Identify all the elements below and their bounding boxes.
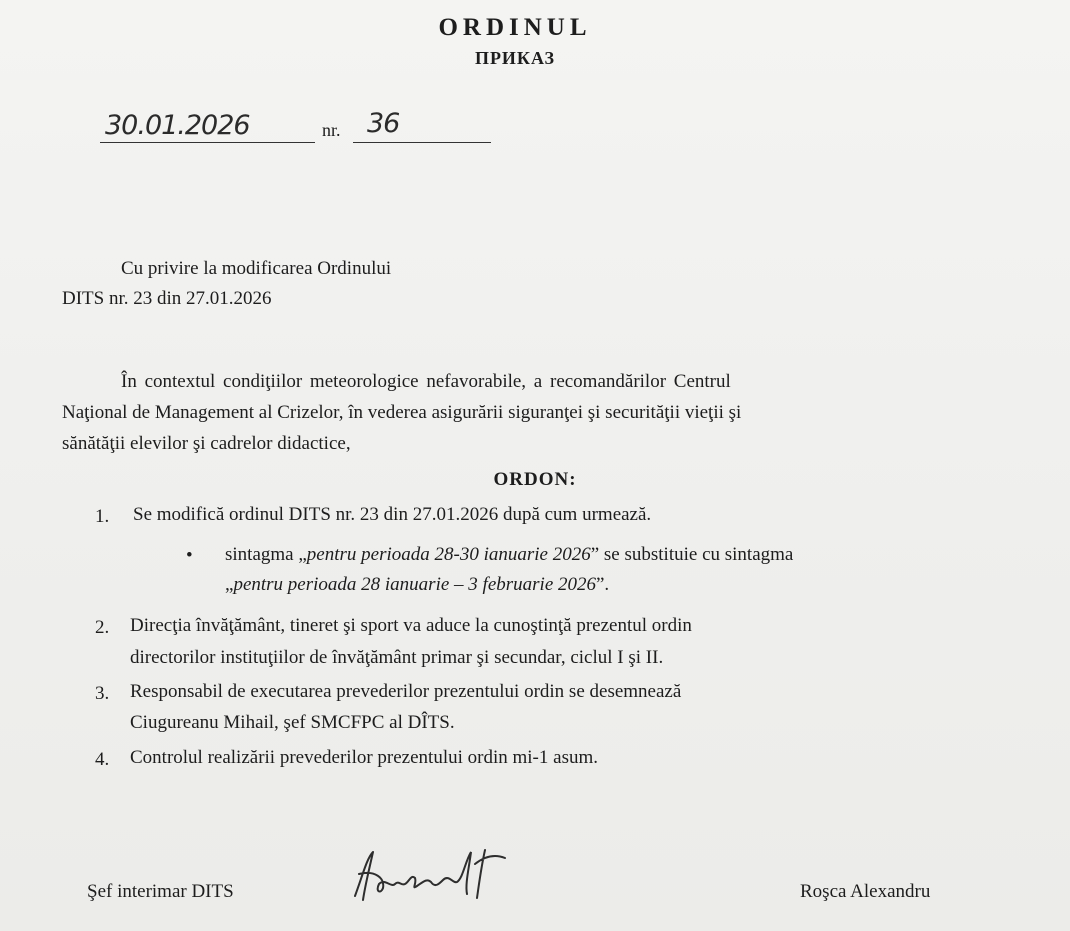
preamble-line-2: Naţional de Management al Crizelor, în vederea asigurării siguranţei şi securităţii vieţii şi [62,402,742,423]
signatory-name: Roşca Alexandru [800,881,931,902]
old-phrase: pentru perioada 28-30 ianuarie 2026 [306,544,591,565]
preamble-line-3: sănătăţii elevilor şi cadrelor didactice, [62,433,351,454]
item-3-line-2: Ciugureanu Mihail, şef SMCFPC al DÎTS. [130,712,455,733]
signatory-role: Şef interimar DITS [87,881,234,902]
document-title: ORDINUL [438,14,592,41]
preamble-line-1: În contextul condiţiilor meteorologice nefavorabile, a recomandărilor Centrul [121,371,731,392]
sub-bullet: • [186,545,193,566]
number-label: nr. [322,120,341,140]
sub-bullet-line-2: „pentru perioada 28 ianuarie – 3 februarie 2026”. [225,574,610,595]
document-subtitle: ПРИКАЗ [474,48,556,68]
item-4-number: 4. [95,749,110,770]
sub-bullet-line-1: sintagma „pentru perioada 28-30 ianuarie 2026” se substituie cu sintagma [225,544,794,565]
item-4-text: Controlul realizării prevederilor prezentului ordin mi-1 asum. [130,747,598,768]
item-2-line-2: directorilor instituţiilor de învăţământ primar şi secundar, ciclul I şi II. [130,647,664,668]
item-2-number: 2. [95,617,110,638]
item-1-number: 1. [95,506,110,527]
item-3-number: 3. [95,683,110,704]
ordon-heading: ORDON: [493,469,577,490]
subject-line-2: DITS nr. 23 din 27.01.2026 [62,288,272,309]
item-2-line-1: Direcţia învăţământ, tineret şi sport va aduce la cunoştinţă prezentul ordin [130,615,692,636]
handwritten-signature [345,844,525,904]
handwritten-number: 36 [367,108,400,139]
new-phrase: pentru perioada 28 ianuarie – 3 februarie 2026 [233,574,596,595]
handwritten-date: 30.01.2026 [105,110,250,141]
item-1-text: Se modifică ordinul DITS nr. 23 din 27.01.2026 după cum urmează. [133,504,652,525]
item-3-line-1: Responsabil de executarea prevederilor prezentului ordin se desemnează [130,681,682,702]
subject-line-1: Cu privire la modificarea Ordinului [121,258,392,279]
